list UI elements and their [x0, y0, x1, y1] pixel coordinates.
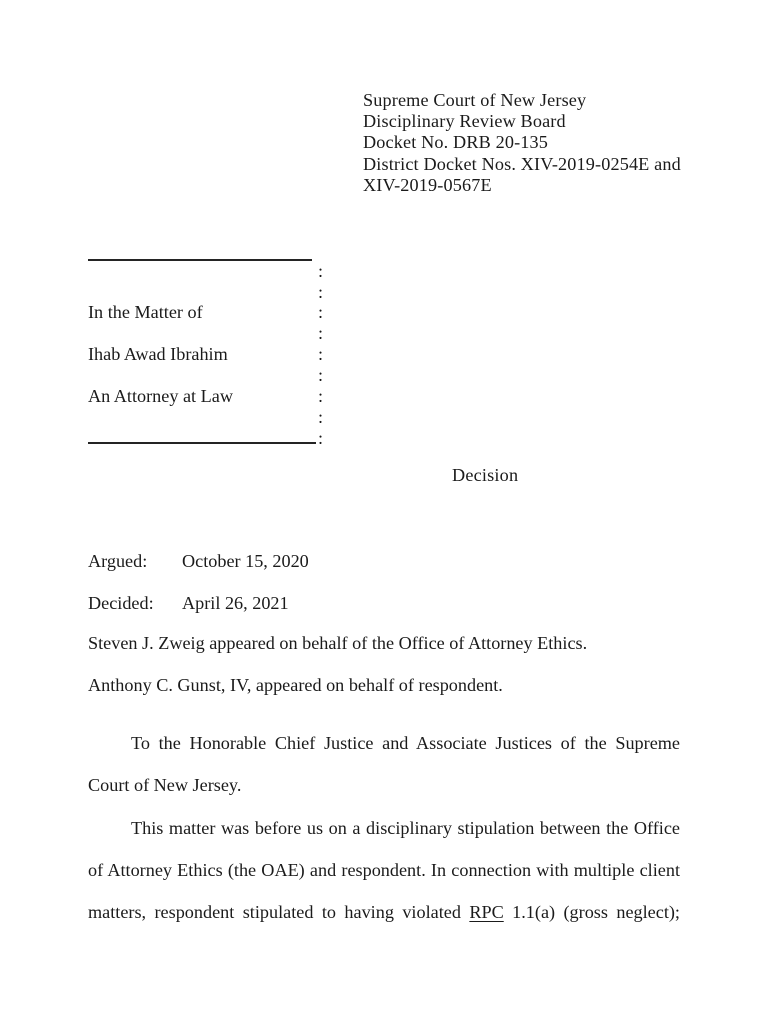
court-header-line-district-docket: District Docket Nos. XIV-2019-0254E and [363, 153, 681, 174]
argued-date: October 15, 2020 [182, 551, 309, 571]
caption-colon: : [318, 281, 324, 302]
caption-respondent-title: An Attorney at Law [88, 386, 233, 407]
caption-bottom-rule [88, 442, 316, 444]
caption-row [88, 386, 348, 407]
decision-heading: Decision [452, 465, 519, 485]
caption-row [88, 282, 348, 303]
caption-colon: : [318, 302, 324, 323]
caption-colon: : [318, 260, 324, 281]
court-header-line-court: Supreme Court of New Jersey [363, 90, 587, 110]
caption-row [88, 344, 348, 365]
salutation-paragraph: To the Honorable Chief Justice and Associate Justices of the Supreme Court of New Jersey. [88, 733, 680, 795]
caption-colon: : [318, 323, 324, 344]
caption-colon: : [318, 406, 324, 427]
caption-colon: : [318, 365, 324, 386]
court-header-line-district-docket-2: XIV-2019-0567E [363, 174, 492, 195]
decision-body [88, 723, 680, 934]
opening-paragraph-text: This matter was before us on a disciplinary stipulation between the Office of Attorney Ethics (the OAE) and respondent. In connection with multiple client matters, respondent stipulated to having violated [88, 818, 680, 922]
caption-row [88, 365, 348, 386]
decided-date: April 26, 2021 [182, 593, 289, 613]
dates-block [88, 551, 309, 635]
decided-row [88, 593, 309, 613]
argued-row [88, 551, 309, 571]
caption-matter-line: In the Matter of [88, 302, 203, 323]
caption-cell-rule [88, 428, 318, 449]
appearance-respondent-counsel: Anthony C. Gunst, IV, appeared on behalf of respondent. [88, 675, 503, 695]
court-header-line-board: Disciplinary Review Board [363, 111, 566, 132]
caption-row [88, 428, 348, 449]
appearances-block [88, 633, 708, 717]
argued-label: Argued: [88, 551, 148, 571]
caption-row [88, 323, 348, 344]
caption-respondent-name: Ihab Awad Ibrahim [88, 344, 228, 365]
caption-colon: : [318, 427, 324, 448]
rpc-citation: RPC [469, 901, 504, 922]
caption-row [88, 302, 348, 323]
opening-paragraph [88, 808, 680, 933]
caption-row [88, 261, 348, 282]
opening-paragraph-text-after: 1.1(a) (gross neglect); [503, 901, 680, 922]
court-header [363, 90, 681, 196]
caption-colon: : [318, 386, 324, 407]
caption-colon: : [318, 344, 324, 365]
appearance-oae-counsel: Steven J. Zweig appeared on behalf of the Office of Attorney Ethics. [88, 633, 588, 653]
caption-row [88, 407, 348, 428]
case-caption [88, 259, 348, 449]
decided-label: Decided: [88, 593, 154, 613]
court-header-line-docket: Docket No. DRB 20-135 [363, 132, 549, 153]
